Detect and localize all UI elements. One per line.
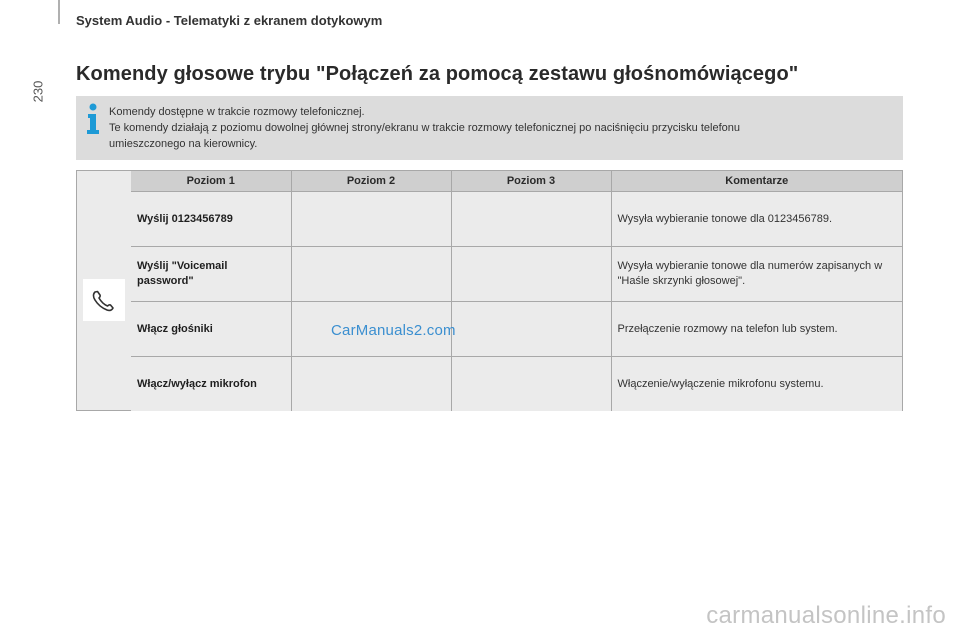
section-header: System Audio - Telematyki z ekranem dotykowym [76, 13, 383, 28]
level3-cell [451, 247, 611, 302]
table-row [131, 192, 902, 247]
commands-grid [131, 171, 902, 411]
info-line: Komendy dostępne w trakcie rozmowy telefonicznej. [109, 106, 365, 118]
level3-cell [451, 302, 611, 357]
icon-column [77, 171, 132, 410]
level2-cell [291, 192, 451, 247]
level3-cell [451, 357, 611, 412]
info-icon [84, 102, 102, 136]
level1-cell: Włącz głośniki [131, 302, 291, 357]
level1-cell: Wyślij 0123456789 [131, 192, 291, 247]
comment-cell: Włączenie/wyłączenie mikrofonu systemu. [611, 357, 902, 412]
level1-cell: Włącz/wyłącz mikrofon [131, 357, 291, 412]
info-line: umieszczonego na kierownicy. [109, 138, 258, 150]
comment-cell: Wysyła wybieranie tonowe dla numerów zapisanych w "Haśle skrzynki głosowej". [611, 247, 902, 302]
info-box [76, 96, 903, 160]
table-row [131, 302, 902, 357]
table-row [131, 357, 902, 412]
level1-cell: Wyślij "Voicemail password" [131, 247, 291, 302]
page-title: Komendy głosowe trybu "Połączeń za pomocą zestawu głośnomówiącego" [76, 63, 799, 85]
column-header-level1: Poziom 1 [131, 171, 291, 192]
phone-icon [83, 279, 125, 321]
info-text [109, 104, 893, 152]
column-header-level3: Poziom 3 [451, 171, 611, 192]
comment-cell: Przełączenie rozmowy na telefon lub system. [611, 302, 902, 357]
level2-cell [291, 247, 451, 302]
page-number: 230 [30, 80, 46, 103]
info-line: Te komendy działają z poziomu dowolnej głównej strony/ekranu w trakcie rozmowy telefonicznej po naciśnięciu przycisku telefonu [109, 122, 740, 134]
level3-cell [451, 192, 611, 247]
column-header-level2: Poziom 2 [291, 171, 451, 192]
side-rule [58, 0, 60, 24]
comment-cell: Wysyła wybieranie tonowe dla 0123456789. [611, 192, 902, 247]
column-header-comments: Komentarze [611, 171, 902, 192]
phone-tile [83, 279, 125, 321]
footer-watermark: carmanualsonline.info [706, 602, 946, 629]
watermark-link: CarManuals2.com [331, 322, 456, 339]
level2-cell [291, 357, 451, 412]
commands-table [76, 170, 903, 411]
table-row [131, 247, 902, 302]
